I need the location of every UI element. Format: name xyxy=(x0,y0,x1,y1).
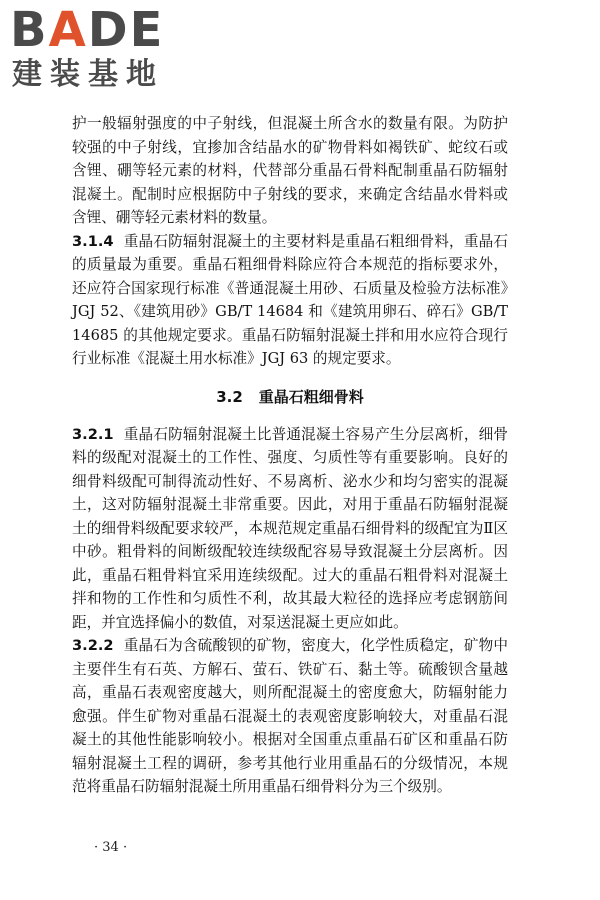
logo-chinese-name: 建装基地 xyxy=(12,57,164,92)
section-heading xyxy=(72,385,508,409)
logo-letters-de: DE xyxy=(87,2,165,58)
intro-text: 护一般辐射强度的中子射线，但混凝土所含水的数量有限。为防护较强的中子射线，宜掺加含结晶水的矿物骨料如褐铁矿、蛇纹石或含锂、硼等轻元素的材料，代替部分重晶石骨料配制重晶石防辐射混凝土。配制时应根据防中子射线的要求，来确定含结晶水骨料或含锂、硼等轻元素材料的数量。 xyxy=(72,115,508,226)
clause-3-1-4 xyxy=(72,230,508,371)
logo-letter-a: A xyxy=(48,2,88,58)
clause-3-2-1 xyxy=(72,423,508,635)
clause-number: 3.2.2 xyxy=(72,637,114,654)
clause-text: 重晶石防辐射混凝土的主要材料是重晶石粗细骨料，重晶石的质量最为重要。重晶石粗细骨料除应符合本规范的指标要求外，还应符合国家现行标准《普通混凝土用砂、石质量及检验方法标准》JGJ 52、《建筑用砂》GB/T 14684 和《建筑用卵石、碎石》GB/T 14685 的其他规定要求。重晶石防辐射混凝土拌和用水应符合现行行业标准《混凝土用水标准》JGJ 63 的规定要求。 xyxy=(72,232,508,367)
logo-wordmark xyxy=(10,4,164,56)
clause-number: 3.2.1 xyxy=(72,425,114,443)
section-number: 3.2 xyxy=(216,387,243,406)
section-title: 重晶石粗细骨料 xyxy=(258,387,364,406)
page-number: · 34 · xyxy=(94,840,128,855)
clause-3-2-2 xyxy=(72,634,508,799)
document-body xyxy=(72,112,508,799)
intro-paragraph xyxy=(72,112,508,230)
brand-logo xyxy=(10,4,190,96)
logo-letter-b: B xyxy=(10,2,49,58)
clause-number: 3.1.4 xyxy=(72,232,114,250)
clause-text: 重晶石为含硫酸钡的矿物，密度大，化学性质稳定，矿物中主要伴生有石英、方解石、萤石、铁矿石、黏土等。硫酸钡含量越高，重晶石表观密度越大，则所配混凝土的密度愈大，防辐射能力愈强。伴生矿物对重晶石混凝土的表观密度影响较大，对重晶石混凝土的其他性能影响较小。根据对全国重点重晶石矿区和重晶石防辐射混凝土工程的调研，参考其他行业用重晶石的分级情况，本规范将重晶石防辐射混凝土所用重晶石细骨料分为三个级别。 xyxy=(72,637,508,795)
clause-text: 重晶石防辐射混凝土比普通混凝土容易产生分层离析，细骨料的级配对混凝土的工作性、强度、匀质性等有重要影响。良好的细骨料级配可制得流动性好、不易离析、泌水少和均匀密实的混凝土，这对防辐射混凝土非常重要。因此，对用于重晶石防辐射混凝土的细骨料级配要求较严，本规范规定重晶石细骨料的级配宜为Ⅱ区中砂。粗骨料的间断级配较连续级配容易导致混凝土分层离析。因此，重晶石粗骨料宜采用连续级配。过大的重晶石粗骨料对混凝土拌和物的工作性和匀质性不利，故其最大粒径的选择应考虑钢筋间距，并宜选择偏小的数值，对泵送混凝土更应如此。 xyxy=(72,425,508,631)
